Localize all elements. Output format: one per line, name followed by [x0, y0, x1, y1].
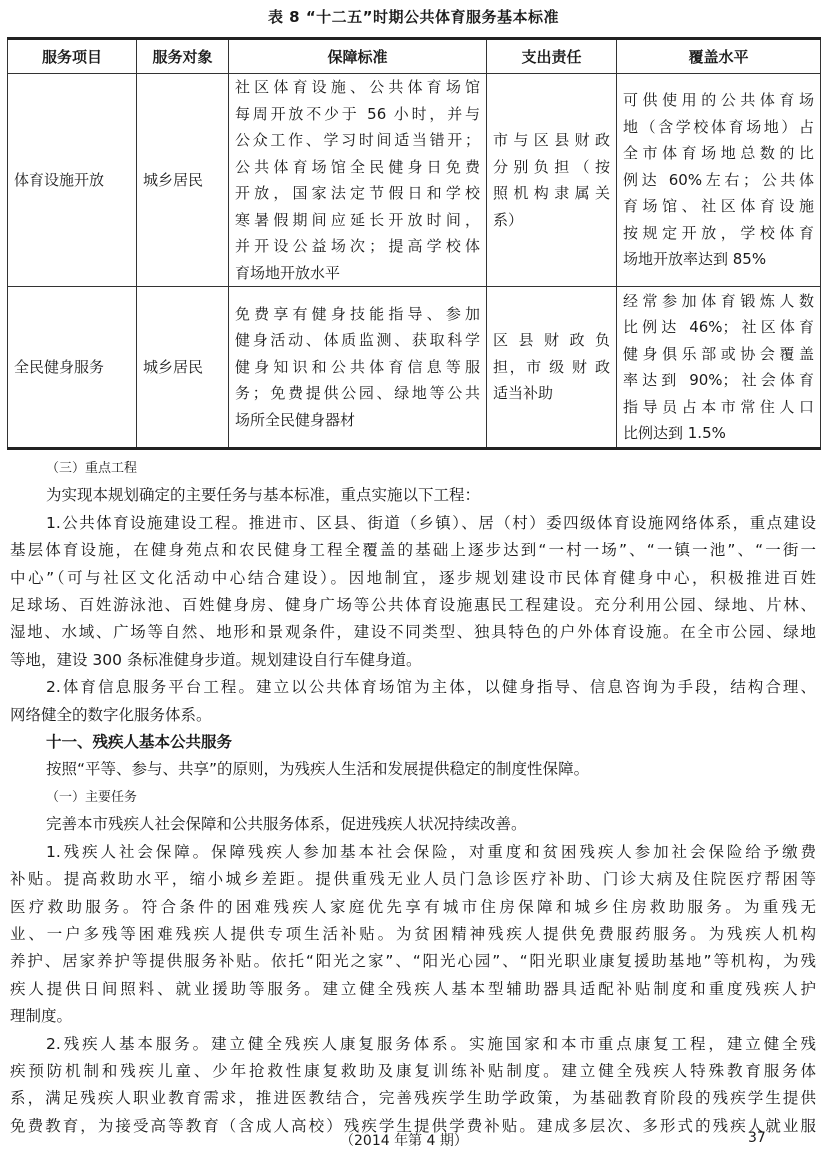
paragraph [10, 756, 816, 783]
cell-line: 经常参加体育锻炼人数 [623, 291, 814, 310]
text-line: 养护、居家养护等提供服务补贴。依托“阳光之家”、“阳光心园”、“阳光职业康复援助基地”等机构，为残 [10, 952, 816, 971]
page-number: 37 [748, 1130, 766, 1146]
body-text [10, 455, 816, 1140]
text-line: 中心”（可与社区文化活动中心结合建设）。因地制宜，逐步规划建设市民体育健身中心，积极推进百姓 [10, 568, 816, 587]
section-heading [10, 729, 816, 756]
text-line: 1.残疾人社会保障。保障残疾人参加基本社会保险，对重度和贫困残疾人参加社会保险给予缴费 [46, 842, 816, 861]
cell-standard [229, 287, 487, 449]
text-line: 业、一户多残等困难残疾人提供专项生活补贴。为贫困精神残疾人提供免费服药服务。为残疾人机构 [10, 924, 816, 943]
table-title: 表 8 “十二五”时期公共体育服务基本标准 [267, 8, 560, 26]
cell-line: 分别负担（按 [493, 157, 610, 176]
text-line: 十一、残疾人基本公共服务 [46, 733, 233, 752]
cell-line: 市与区县财政 [493, 131, 610, 149]
cell-line: 体育设施开放 [14, 170, 105, 189]
cell-target [137, 74, 229, 287]
cell-line: 免费享有健身技能指导、参加 [235, 304, 480, 323]
cell-line: 区 县 财 政 负 [493, 331, 610, 350]
text-line: 2.体育信息服务平台工程。建立以公共体育场馆为主体，以健身指导、信息咨询为手段，结构合理、 [46, 678, 816, 697]
cell-line: 社区体育设施、公共体育场馆 [235, 78, 480, 96]
cell-line: 务；免费提供公园、绿地等公共 [235, 384, 480, 403]
header-target: 服务对象 [137, 39, 229, 74]
cell-target [137, 287, 229, 449]
text-line: 为实现本规划确定的主要任务与基本标准，重点实施以下工程： [46, 486, 481, 505]
text-line: 2.残疾人基本服务。建立健全残疾人康复服务体系。实施国家和本市重点康复工程，建立健全残 [46, 1034, 816, 1053]
text-line: 足球场、百姓游泳池、百姓健身房、健身广场等公共体育设施惠民工程建设。充分利用公园、绿地、片林、 [10, 596, 816, 615]
cell-line: 地（含学校体育场地）占 [623, 117, 814, 136]
cell-line: 健身知识和公共体育信息等服 [235, 357, 480, 376]
paragraph [10, 1031, 816, 1141]
table-header-row [8, 39, 821, 74]
text-line: 疾预防机制和残疾儿童、少年抢救性康复救助及康复训练补贴制度。建立健全残疾人特殊教育服务体 [10, 1061, 816, 1080]
cell-standard [229, 74, 487, 287]
paragraph [10, 839, 816, 1031]
text-line: 基层体育设施，在健身苑点和农民健身工程全覆盖的基础上逐步达到“一村一场”、“一镇一池”、“一街一 [10, 541, 816, 560]
cell-expense [487, 74, 617, 287]
text-line: 完善本市残疾人社会保障和公共服务体系，促进残疾人状况持续改善。 [46, 815, 527, 834]
cell-line: 适当补助 [493, 384, 554, 403]
cell-line: 比例达 46%；社区体育 [623, 318, 814, 336]
text-line: 网络健全的数字化服务体系。 [10, 705, 212, 724]
text-line: 系，满足残疾人职业教育需求，推进医教结合，完善残疾学生助学政策，为基础教育阶段的残疾学生提供 [10, 1089, 816, 1108]
cell-line: 担，市 级 财 政 [493, 357, 610, 376]
text-line: 1.公共体育设施建设工程。推进市、区县、街道（乡镇）、居（村）委四级体育设施网络体系，重点建设 [46, 513, 816, 532]
cell-line: 场所全民健身器材 [235, 410, 356, 429]
text-line: （三）重点工程 [46, 461, 138, 476]
cell-line: 指导员占本市常住人口 [623, 397, 814, 416]
cell-line: 按规定开放，学校体育 [623, 223, 814, 242]
header-expense: 支出责任 [487, 39, 617, 74]
cell-line: 城乡居民 [143, 170, 204, 189]
cell-line: 比例达到 1.5% [623, 424, 726, 442]
cell-line: 公众工作、学习时间适当错开； [235, 131, 480, 149]
cell-line: 健身俱乐部或协会覆盖 [623, 344, 814, 363]
cell-coverage [617, 287, 821, 449]
cell-line: 育场地开放水平 [235, 263, 341, 282]
cell-line: 育场馆、社区体育设施 [623, 197, 814, 216]
paragraph [10, 811, 816, 838]
paragraph [10, 674, 816, 729]
cell-line: 系） [493, 210, 524, 229]
text-line: 湿地、水域、广场等自然、地形和景观条件，建设不同类型、独具特色的户外体育设施。在全市公园、绿地 [10, 623, 816, 642]
cell-line: 开放，国家法定节假日和学校 [235, 184, 480, 202]
cell-line: 健身活动、体质监测、获取科学 [235, 331, 480, 350]
text-line: 按照“平等、参与、共享”的原则，为残疾人生活和发展提供稳定的制度性保障。 [46, 760, 590, 779]
cell-line: 场地开放率达到 85% [623, 250, 767, 269]
cell-line: 全民健身服务 [14, 357, 105, 376]
subsection-heading [10, 784, 816, 811]
text-line: 补贴。提高救助水平，缩小城乡差距。提供重残无业人员门急诊医疗补助、门诊大病及住院医疗帮困等 [10, 870, 816, 889]
cell-coverage [617, 74, 821, 287]
text-line: 疾人提供日间照料、就业援助等服务。建立健全残疾人基本型辅助器具适配补贴制度和重度残疾人护 [10, 979, 816, 998]
text-line: （一）主要任务 [46, 789, 138, 805]
cell-line: 照机构隶属关 [493, 184, 610, 202]
cell-line: 城乡居民 [143, 357, 204, 376]
text-line: 医疗救助服务。符合条件的困难残疾人家庭优先享有城市住房保障和城乡住房救助服务。为重残无 [10, 897, 816, 916]
cell-line: 例达 60%左右；公共体 [623, 170, 814, 189]
paragraph [10, 510, 816, 674]
text-line: 免费教育，为接受高等教育（含成人高校）残疾学生提供学费补贴。建成多层次、多形式的残疾人就业服 [10, 1116, 816, 1135]
cell-line: 寒暑假期间应延长开放时间， [235, 210, 480, 229]
cell-item [8, 74, 137, 287]
cell-line: 并开设公益场次；提高学校体 [235, 237, 480, 255]
cell-line: 可供使用的公共体育场 [623, 91, 814, 110]
issue-label: （2014 年第 4 期） [340, 1133, 468, 1149]
header-standard: 保障标准 [229, 39, 487, 74]
header-coverage: 覆盖水平 [617, 39, 821, 74]
cell-expense [487, 287, 617, 449]
paragraph [10, 482, 816, 509]
subsection-heading [10, 455, 816, 482]
cell-item [8, 287, 137, 449]
cell-line: 每周开放不少于 56 小时，并与 [235, 104, 480, 123]
text-line: 理制度。 [10, 1007, 73, 1026]
table-row [8, 74, 821, 287]
cell-line: 率达到 90%；社会体育 [623, 371, 814, 389]
cell-line: 全市体育场地总数的比 [623, 144, 814, 163]
standards-table [7, 37, 821, 450]
header-item: 服务项目 [8, 39, 137, 74]
table-row [8, 287, 821, 449]
text-line: 等地，建设 300 条标准健身步道。规划建设自行车健身道。 [10, 650, 422, 669]
cell-line: 公共体育场馆全民健身日免费 [235, 157, 480, 176]
